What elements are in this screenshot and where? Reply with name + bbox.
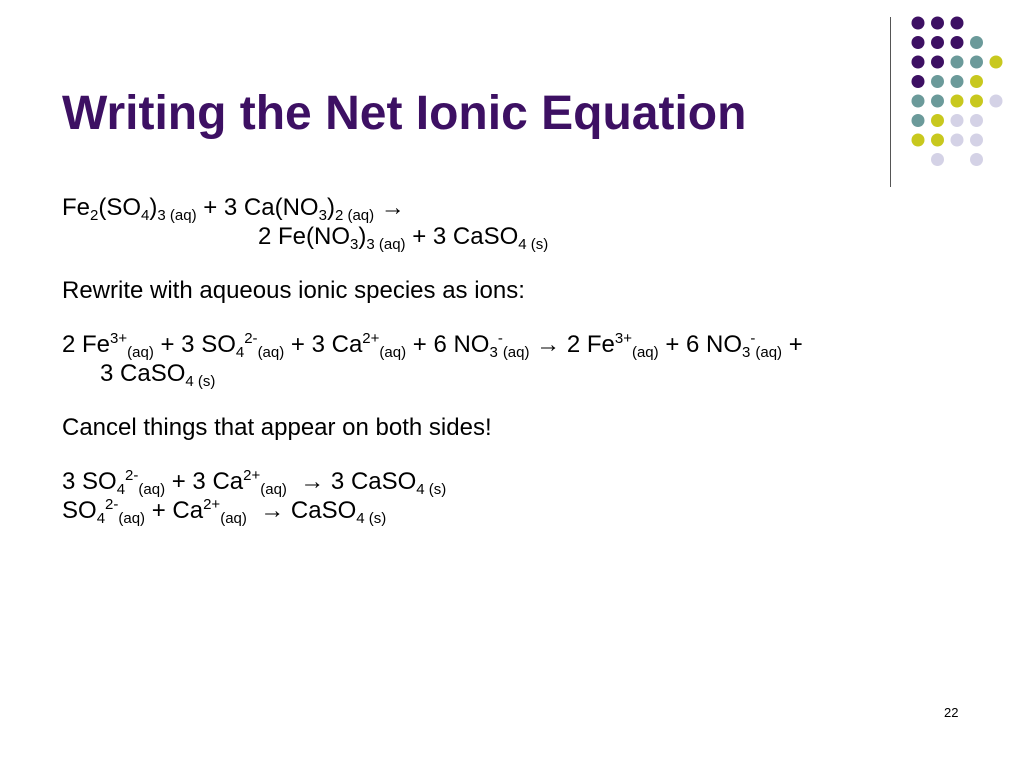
decorative-dot: [912, 36, 925, 49]
decorative-dot: [951, 36, 964, 49]
equation-molecular-line-1: $Fe_2(SO_4)_{3 (aq)} + 3$ $Ca(NO_3)_{2 (aq)}$ →: [62, 194, 405, 224]
decorative-dot: [970, 114, 983, 127]
decorative-dot: [912, 17, 925, 30]
slide-body: [62, 193, 992, 525]
equation-net-ionic-final: $SO_4^{2-}_{(aq)} + Ca^{2+}_{(aq)}$ → CaSO$_{4 (s)}$: [62, 496, 387, 527]
instruction-cancel-spectators: Cancel things that appear on both sides!: [62, 414, 492, 441]
equation-complete-ionic-line-1: 2 $Fe^{3+}_{(aq)} + 3$ $SO_4^{2-}_{(aq)} + 3$ $Ca^{2+}_{(aq)} + 6$ $NO_3^-_{(aq)} \to 2$ $Fe^{3+}_{(aq)} + 6$ $NO_3^-_{(aq)}$ +: [62, 330, 803, 361]
decorative-dot: [990, 95, 1003, 108]
decorative-dot: [970, 36, 983, 49]
slide-title: Writing the Net Ionic Equation: [62, 87, 747, 140]
decorative-dot: [912, 114, 925, 127]
decorative-dot: [970, 153, 983, 166]
decorative-dot: [912, 75, 925, 88]
equation-net-ionic-unreduced: 3 $SO_4^{2-}_{(aq)} + 3$ $Ca^{2+}_{(aq)} \to 3$ CaSO$_{4 (s)}$: [62, 467, 447, 498]
decorative-dot: [951, 17, 964, 30]
decorative-dot: [951, 95, 964, 108]
page-number: 22: [944, 705, 959, 720]
decorative-dot: [912, 56, 925, 69]
instruction-rewrite-ions: Rewrite with aqueous ionic species as ions:: [62, 277, 525, 304]
decorative-dot: [931, 36, 944, 49]
decorative-dot: [931, 95, 944, 108]
decorative-dot: [990, 56, 1003, 69]
decorative-dot: [931, 153, 944, 166]
decorative-dot: [912, 95, 925, 108]
decorative-dot: [931, 134, 944, 147]
decorative-dot: [951, 75, 964, 88]
decorative-dot: [951, 114, 964, 127]
decorative-dot: [931, 56, 944, 69]
decorative-dot-grid: [0, 0, 1024, 200]
decorative-dot: [970, 134, 983, 147]
decorative-dot: [970, 56, 983, 69]
decorative-dot: [931, 17, 944, 30]
decorative-dot: [912, 134, 925, 147]
equation-complete-ionic-line-2: 3 CaSO$_{4 (s)}$: [100, 360, 216, 390]
equation-molecular-line-2: 2 $Fe(NO_3)_{3 (aq)} + 3$ CaSO$_{4 (s)}$: [258, 223, 549, 253]
decorative-dot: [931, 114, 944, 127]
decorative-dot: [970, 95, 983, 108]
decorative-dot: [970, 75, 983, 88]
decorative-dot: [931, 75, 944, 88]
decorative-dot: [951, 134, 964, 147]
decorative-dot: [951, 56, 964, 69]
